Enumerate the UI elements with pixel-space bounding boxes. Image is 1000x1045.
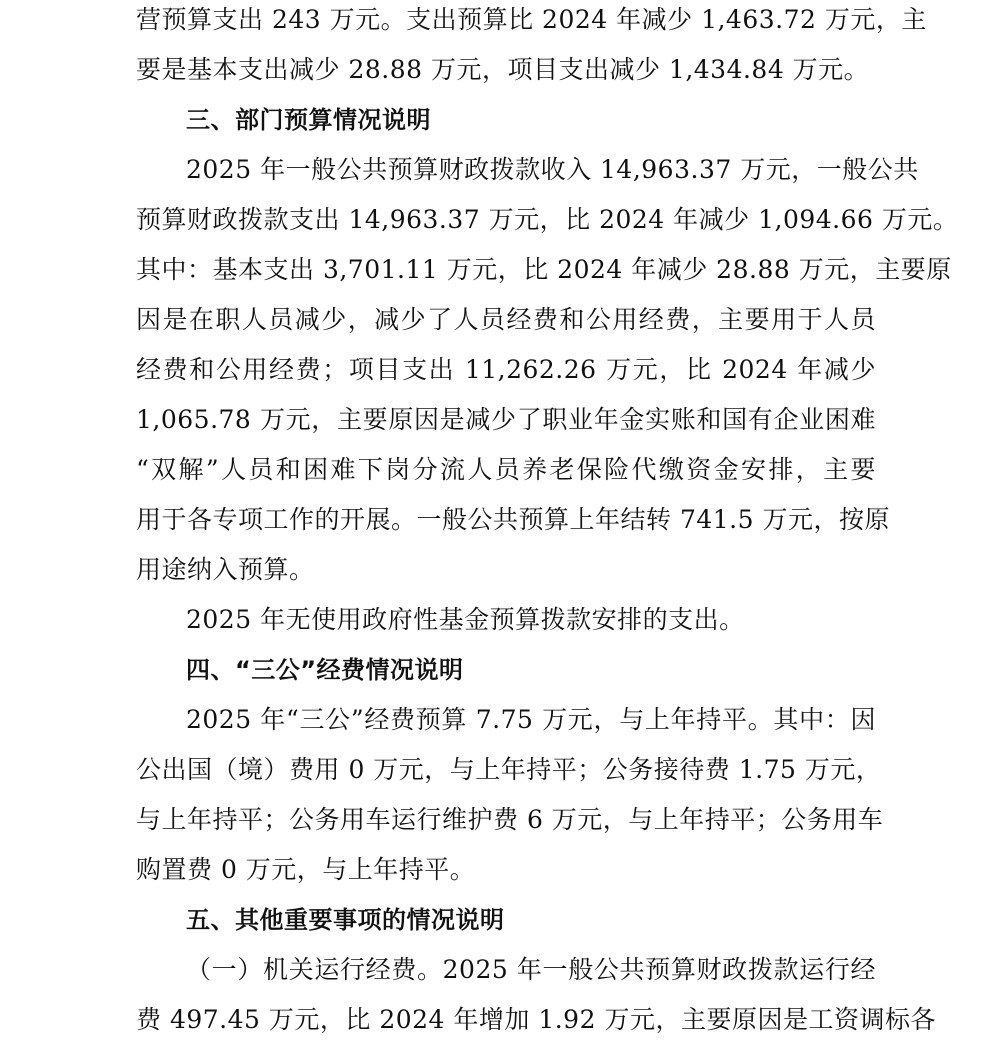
paragraph-line: 购置费 0 万元，与上年持平。 (136, 855, 476, 884)
paragraph-line: 2025 年一般公共预算财政拨款收入 14,963.37 万元，一般公共 (186, 155, 919, 184)
paragraph-line: 用于各专项工作的开展。一般公共预算上年结转 741.5 万元，按原 (136, 505, 890, 534)
paragraph-line: “双解”人员和困难下岗分流人员养老保险代缴资金安排，主要 (136, 455, 876, 484)
paragraph-line: 营预算支出 243 万元。支出预算比 2024 年减少 1,463.72 万元，主 (136, 5, 927, 34)
paragraph-line: 因是在职人员减少，减少了人员经费和公用经费，主要用于人员 (136, 305, 876, 334)
paragraph-line: 要是基本支出减少 28.88 万元，项目支出减少 1,434.84 万元。 (136, 55, 870, 84)
paragraph-line: 1,065.78 万元，主要原因是减少了职业年金实账和国有企业困难 (136, 405, 876, 434)
section-heading: 四、“三公”经费情况说明 (186, 656, 464, 684)
paragraph-line: 公出国（境）费用 0 万元，与上年持平；公务接待费 1.75 万元， (136, 755, 882, 784)
paragraph-line: 2025 年无使用政府性基金预算拨款安排的支出。 (186, 605, 745, 634)
paragraph-line: 预算财政拨款支出 14,963.37 万元，比 2024 年减少 1,094.66 万元。 (136, 205, 959, 234)
paragraph-line: （一）机关运行经费。2025 年一般公共预算财政拨款运行经 (186, 955, 876, 984)
paragraph-line: 费 497.45 万元，比 2024 年增加 1.92 万元，主要原因是工资调标各 (136, 1005, 936, 1034)
paragraph-line: 与上年持平；公务用车运行维护费 6 万元，与上年持平；公务用车 (136, 805, 884, 834)
paragraph-line: 其中：基本支出 3,701.11 万元，比 2024 年减少 28.88 万元，主要原 (136, 255, 952, 284)
section-heading: 三、部门预算情况说明 (186, 106, 431, 134)
section-heading: 五、其他重要事项的情况说明 (186, 906, 505, 934)
paragraph-line: 2025 年“三公”经费预算 7.75 万元，与上年持平。其中：因 (186, 705, 876, 734)
paragraph-line: 经费和公用经费；项目支出 11,262.26 万元，比 2024 年减少 (136, 355, 876, 384)
paragraph-line: 用途纳入预算。 (136, 555, 315, 584)
